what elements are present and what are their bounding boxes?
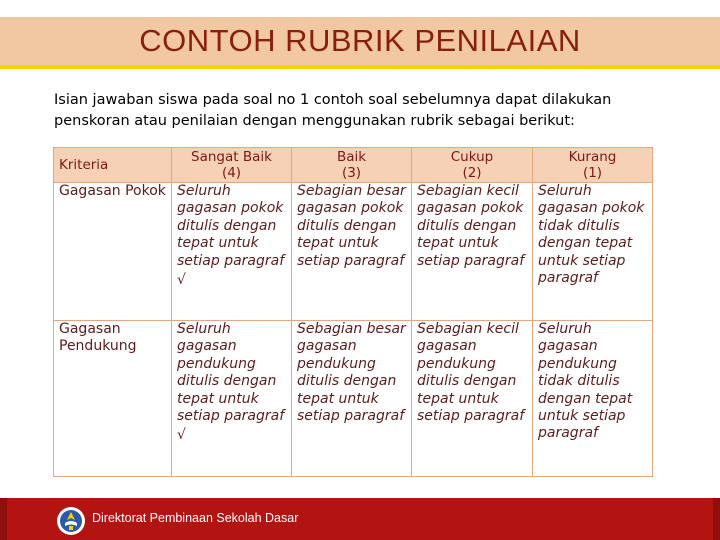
footer-strip-right xyxy=(713,498,720,540)
table-row xyxy=(54,183,653,321)
intro-line-2: penskoran atau penilaian dengan menggunakan rubrik sebagai berikut: xyxy=(54,113,575,129)
table-cell: Sebagian besar gagasan pendukung ditulis dengan tepat untuk setiap paragraf xyxy=(292,321,412,477)
table-cell xyxy=(172,321,292,477)
checkmark-icon: √ xyxy=(177,427,186,444)
table-cell: Seluruh gagasan pokok tidak ditulis dengan tepat untuk setiap paragraf xyxy=(533,183,653,321)
header-kurang-label: Kurang xyxy=(568,149,617,165)
footer-text-suffix: Sekolah Dasar xyxy=(216,511,299,525)
header-criteria-label: Kriteria xyxy=(59,157,109,173)
table-row xyxy=(54,321,653,477)
header-sangat-baik-label: Sangat Baik xyxy=(191,149,272,165)
table-cell: Sebagian kecil gagasan pendukung ditulis dengan tepat untuk setiap paragraf xyxy=(412,321,533,477)
table-cell: Sebagian besar gagasan pokok ditulis dengan tepat untuk setiap paragraf xyxy=(292,183,412,321)
table-header-row xyxy=(54,148,653,183)
footer-text xyxy=(92,511,298,525)
title-bar xyxy=(0,17,720,69)
table-cell: Sebagian kecil gagasan pokok ditulis dengan tepat untuk setiap paragraf xyxy=(412,183,533,321)
cell-text: Seluruh gagasan pendukung ditulis dengan tepat untuk setiap paragraf xyxy=(177,321,285,425)
footer-strip-left xyxy=(0,498,7,540)
header-kurang xyxy=(533,148,653,183)
header-kurang-score: (1) xyxy=(582,165,603,181)
intro-text xyxy=(54,90,674,132)
rubric-table xyxy=(53,147,653,477)
cell-text: Seluruh gagasan pokok ditulis dengan tepat untuk setiap paragraf xyxy=(177,183,285,269)
header-cukup-label: Cukup xyxy=(450,149,494,165)
header-sangat-baik-score: (4) xyxy=(221,165,242,181)
criteria-cell: Gagasan Pendukung xyxy=(54,321,172,477)
header-baik-score: (3) xyxy=(341,165,362,181)
header-cukup xyxy=(412,148,533,183)
header-cukup-score: (2) xyxy=(462,165,482,181)
header-sangat-baik xyxy=(172,148,292,183)
intro-line-1: Isian jawaban siswa pada soal no 1 contoh soal sebelumnya dapat dilakukan xyxy=(54,92,612,108)
header-baik xyxy=(292,148,412,183)
criteria-cell: Gagasan Pokok xyxy=(54,183,172,321)
footer-text-prefix: Direktorat Pembinaan xyxy=(92,511,217,525)
page-title: CONTOH RUBRIK PENILAIAN xyxy=(139,23,581,58)
header-criteria xyxy=(54,148,172,183)
checkmark-icon: √ xyxy=(177,272,186,289)
table-cell: Seluruh gagasan pendukung tidak ditulis dengan tepat untuk setiap paragraf xyxy=(533,321,653,477)
tut-wuri-handayani-logo-icon xyxy=(56,506,86,536)
table-cell xyxy=(172,183,292,321)
header-baik-label: Baik xyxy=(336,149,367,165)
